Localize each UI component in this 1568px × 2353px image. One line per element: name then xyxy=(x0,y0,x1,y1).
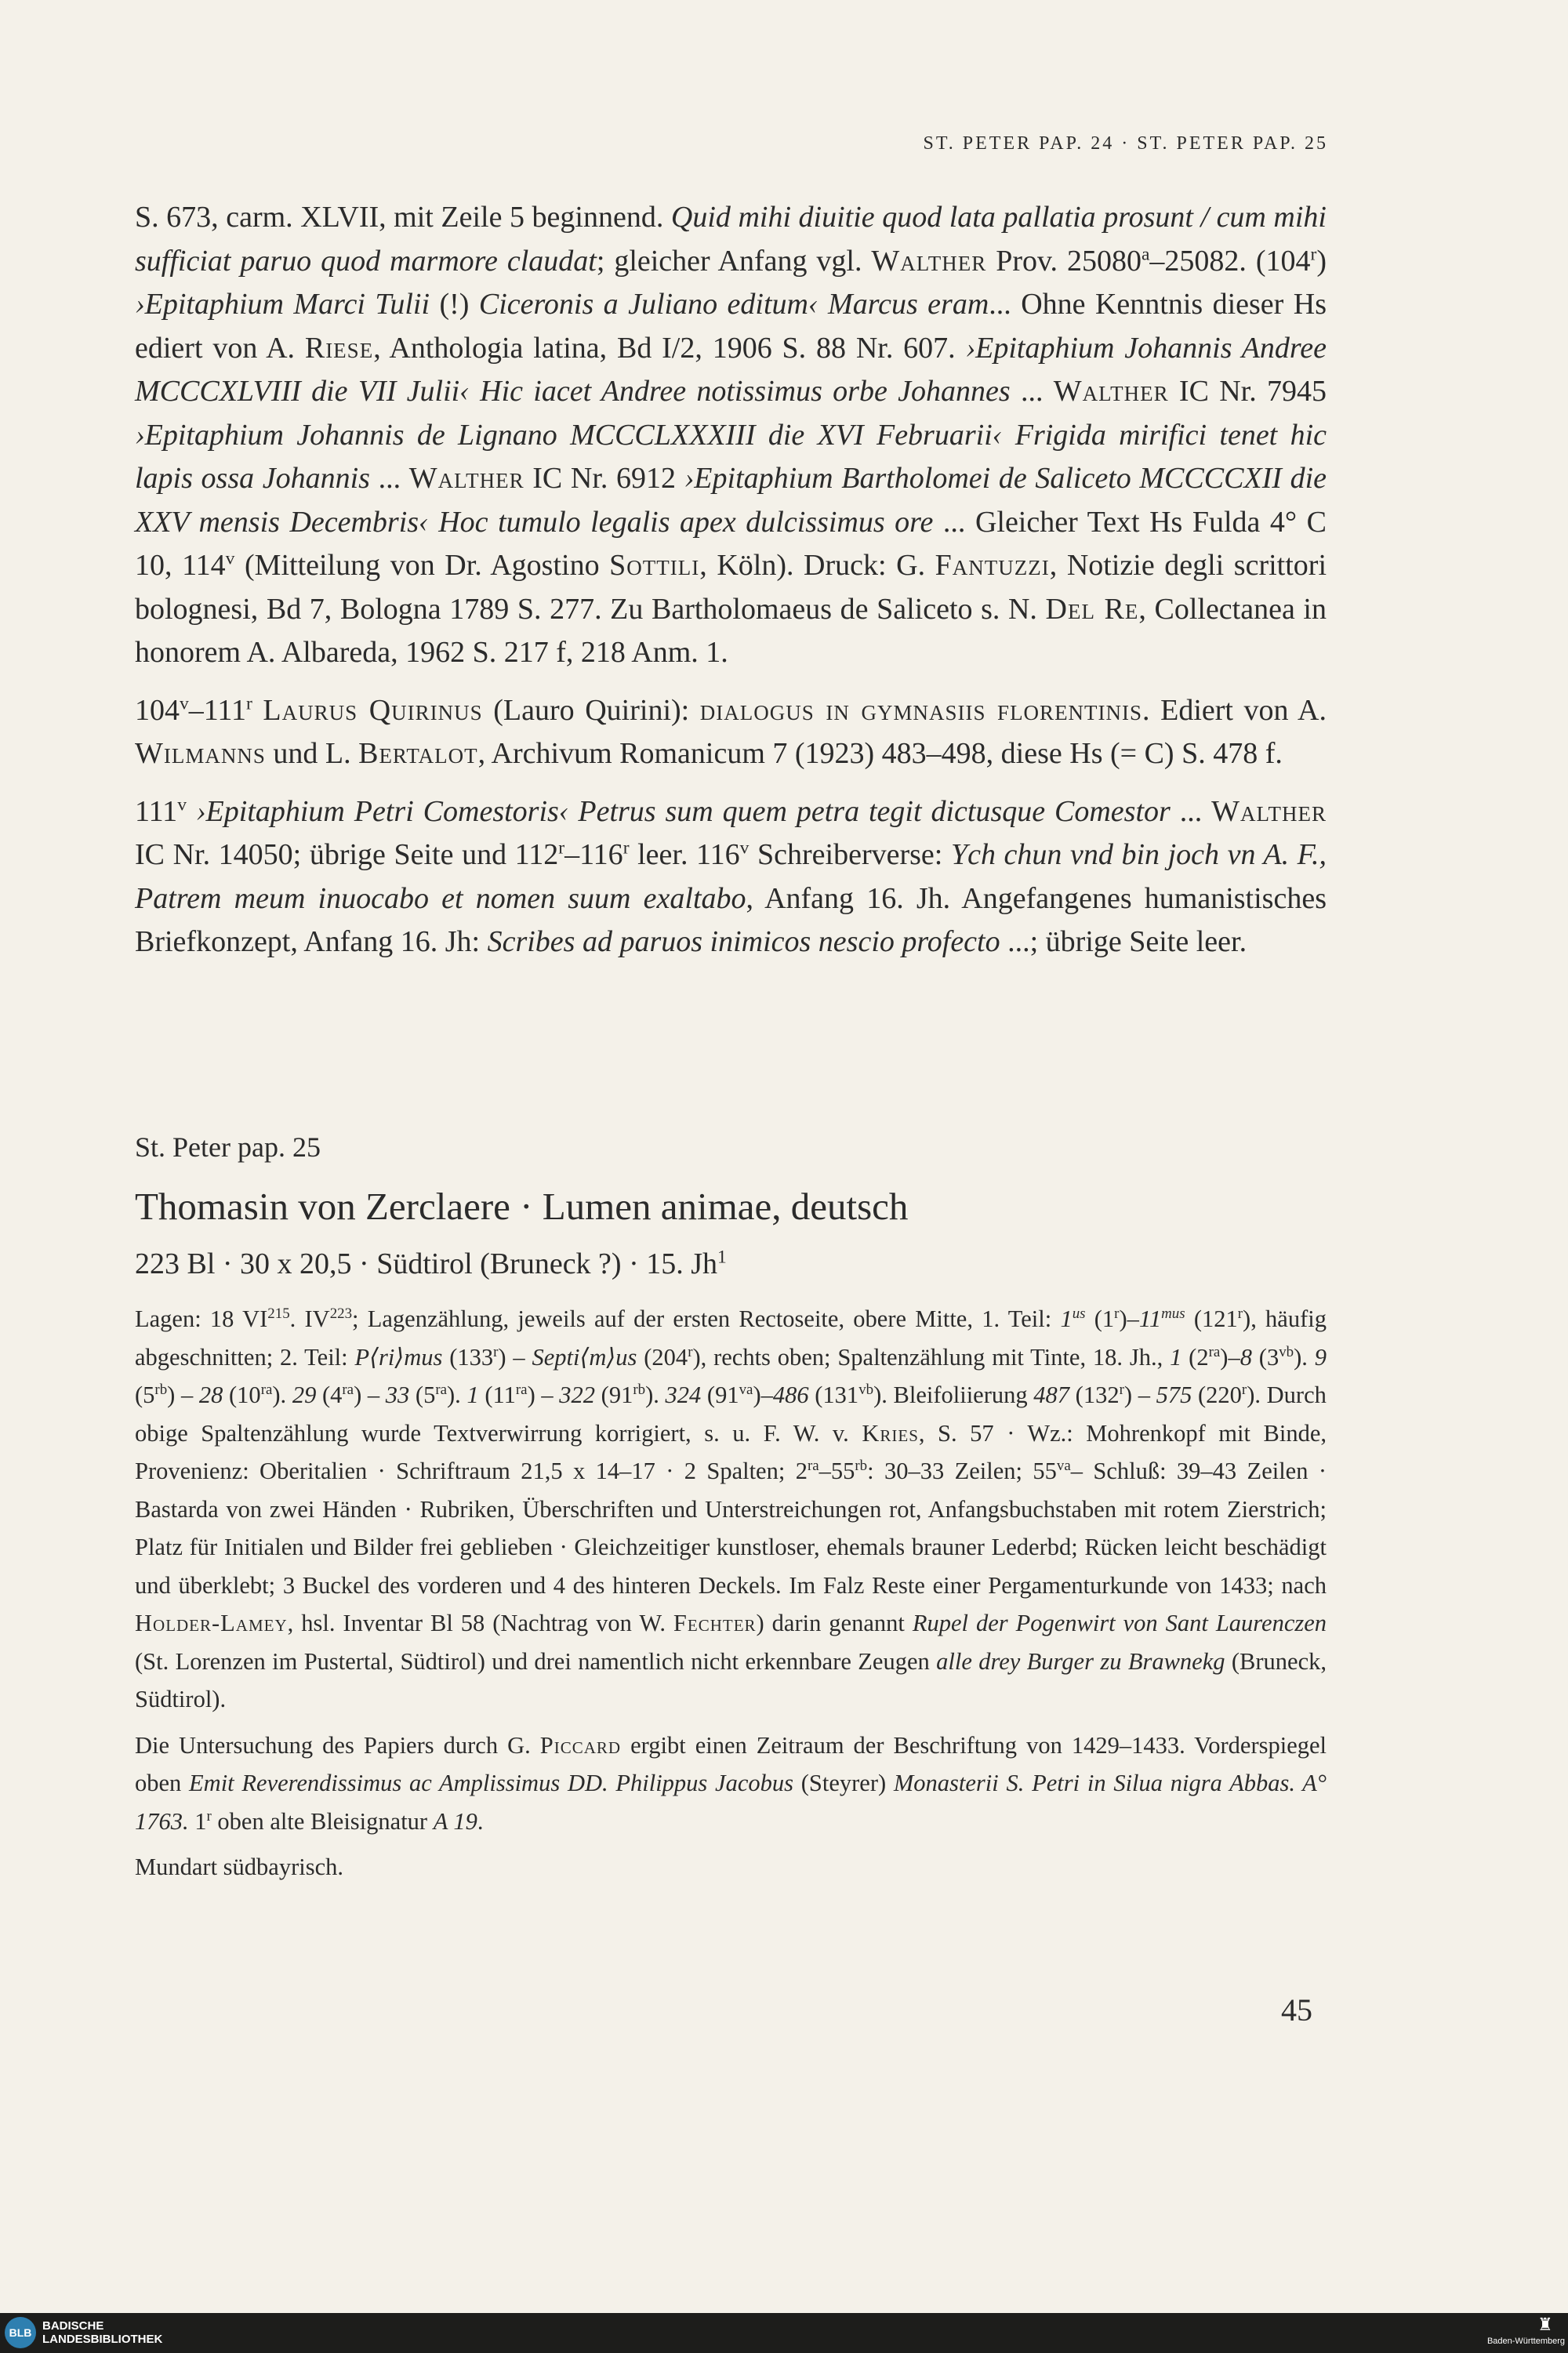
library-name-line-1: BADISCHE xyxy=(42,2319,104,2333)
coat-of-arms-icon: ♜ xyxy=(1537,2315,1553,2335)
page-number: 45 xyxy=(1281,1992,1312,2028)
description-paragraph-3: Mundart südbayrisch. xyxy=(135,1854,343,1880)
state-label: Baden-Württemberg xyxy=(1486,2337,1565,2346)
description-paragraph-2: Die Untersuchung des Papiers durch G. Piccard ergibt einen Zeitraum der Beschriftung von 1429–1433. Vorderspiegel oben Emit Reverendissimus ac Amplissimus DD. Philippus Jacobus (Steyrer) Monasterii S. Petri in Silua nigra Abbas. A° 1763. 1$^r$ oben alte Bleisignatur A 19. xyxy=(135,1731,1327,1835)
library-name-line-2: LANDESBIBLIOTHEK xyxy=(42,2333,163,2346)
entry-paragraph-2: 104$^v$–111$^r$ Laurus Quirinus (Lauro Quirini): dialogus in gymnasiis florentinis. Ediert von A. Wilmanns und L. Bertalot, Archivum Romanicum 7 (1923) 483–498, diese Hs (= C) S. 478 f. xyxy=(135,692,1327,770)
blb-logo-icon[interactable]: BLB xyxy=(5,2317,36,2348)
entry-paragraph-1: S. 673, carm. XLVII, mit Zeile 5 beginnend. Quid mihi diuitie quod lata pallatia prosunt / cum mihi sufficiat paruo quod marmore claudat; gleicher Anfang vgl. Walther Prov. 25080$^a$–25082. (104$^r$) ›Epitaphium Marci Tulii (!) Ciceronis a Juliano editum‹ Marcus eram... Ohne Kenntnis dieser Hs ediert von A. Riese, Anthologia latina, Bd I/2, 1906 S. 88 Nr. 607. ›Epitaphium Johannis Andree MCCCXLVIII die VII Julii‹ Hic iacet Andree notissimus orbe Johannes ... Walther IC Nr. 7945 ›Epitaphium Johannis de Lignano MCCCLXXXIII die XVI Februarii‹ Frigida mirifici tenet hic lapis ossa Johannis ... Walther IC Nr. 6912 ›Epitaphium Bartholomei de Saliceto MCCCCXII die XXV mensis Decembris‹ Hoc tumulo legalis apex dulcissimus ore ... Gleicher Text Hs Fulda 4° C 10, 114$^v$ (Mitteilung von Dr. Agostino Sottili, Köln). Druck: G. Fantuzzi, Notizie degli scrittori bolognesi, Bd 7, Bologna 1789 S. 277. Zu Bartholomaeus de Saliceto s. N. Del Re, Collectanea in honorem A. Albareda, 1962 S. 217 f, 218 Anm. 1. xyxy=(135,201,1327,669)
catalog-entry-text xyxy=(135,196,1327,979)
description-paragraph-1: Lagen: 18 VI$^{215}$. IV$^{223}$; Lagenzählung, jeweils auf der ersten Rectoseite, obere Mitte, 1. Teil: $1^{us}$ $(1^r)-11^{mus}$ (121$^r$), häufig abgeschnitten; 2. Teil: P⟨ri⟩mus (133$^r$) – Septi⟨m⟩us (204$^r$), rechts oben; Spaltenzählung mit Tinte, 18. Jh., 1 $(2^{ra})-8$ $(3^{vb})$. 9 $(5^{rb}) - 28$ $(10^{ra})$. 29 $(4^{ra}) - 33$ $(5^{ra})$. 1 $(11^{ra}) - 322$ $(91^{rb})$. 324 $(91^{va})-486$ $(131^{vb})$. Bleifoliierung 487 (132$^r$) – 575 (220$^r$). Durch obige Spaltenzählung wurde Textverwirrung korrigiert, s. u. F. W. v. Kries, S. 57 · Wz.: Mohrenkopf mit Binde, Provenienz: Oberitalien · Schriftraum 21,5 x 14–17 · 2 Spalten; $2^{ra}-55^{rb}$: 30–33 Zeilen; $55^{va}-$ Schluß: 39–43 Zeilen · Bastarda von zwei Händen · Rubriken, Überschriften und Unterstreichungen rot, Anfangsbuchstaben mit rotem Zierstrich; Platz für Initialen und Bilder frei geblieben · Gleichzeitiger kunstloser, ehemals brauner Lederbd; Rücken leicht beschädigt und überklebt; 3 Buckel des vorderen und 4 des hinteren Deckels. Im Falz Reste einer Pergamenturkunde von 1433; nach Holder-Lamey, hsl. Inventar Bl 58 (Nachtrag von W. Fechter) darin genannt Rupel der Pogenwirt von Sant Laurenczen (St. Lorenzen im Pustertal, Südtirol) und drei namentlich nicht erkennbare Zeugen alle drey Burger zu Brawnekg (Bruneck, Südtirol). xyxy=(135,1305,1327,1712)
manuscript-meta: 223 Bl · 30 x 20,5 · Südtirol (Bruneck ?) · 15. Jh$^1$ xyxy=(135,1247,727,1280)
running-header: ST. PETER PAP. 24 · ST. PETER PAP. 25 xyxy=(923,133,1328,154)
manuscript-title: Thomasin von Zerclaere · Lumen animae, deutsch xyxy=(135,1185,909,1228)
manuscript-description xyxy=(135,1300,1327,1894)
entry-paragraph-3: 111$^v$ ›Epitaphium Petri Comestoris‹ Petrus sum quem petra tegit dictusque Comestor ... Walther IC Nr. 14050; übrige Seite und 112$^r$–116$^r$ leer. 116$^v$ Schreiberverse: Ych chun vnd bin joch vn A. F., Patrem meum inuocabo et nomen suum exaltabo, Anfang 16. Jh. Angefangenes humanistisches Briefkonzept, Anfang 16. Jh: Scribes ad paruos inimicos nescio profecto ...; übrige Seite leer. xyxy=(135,793,1327,958)
manuscript-label: St. Peter pap. 25 xyxy=(135,1131,321,1163)
footer-bar xyxy=(0,2313,1568,2353)
library-name[interactable] xyxy=(42,2319,162,2346)
